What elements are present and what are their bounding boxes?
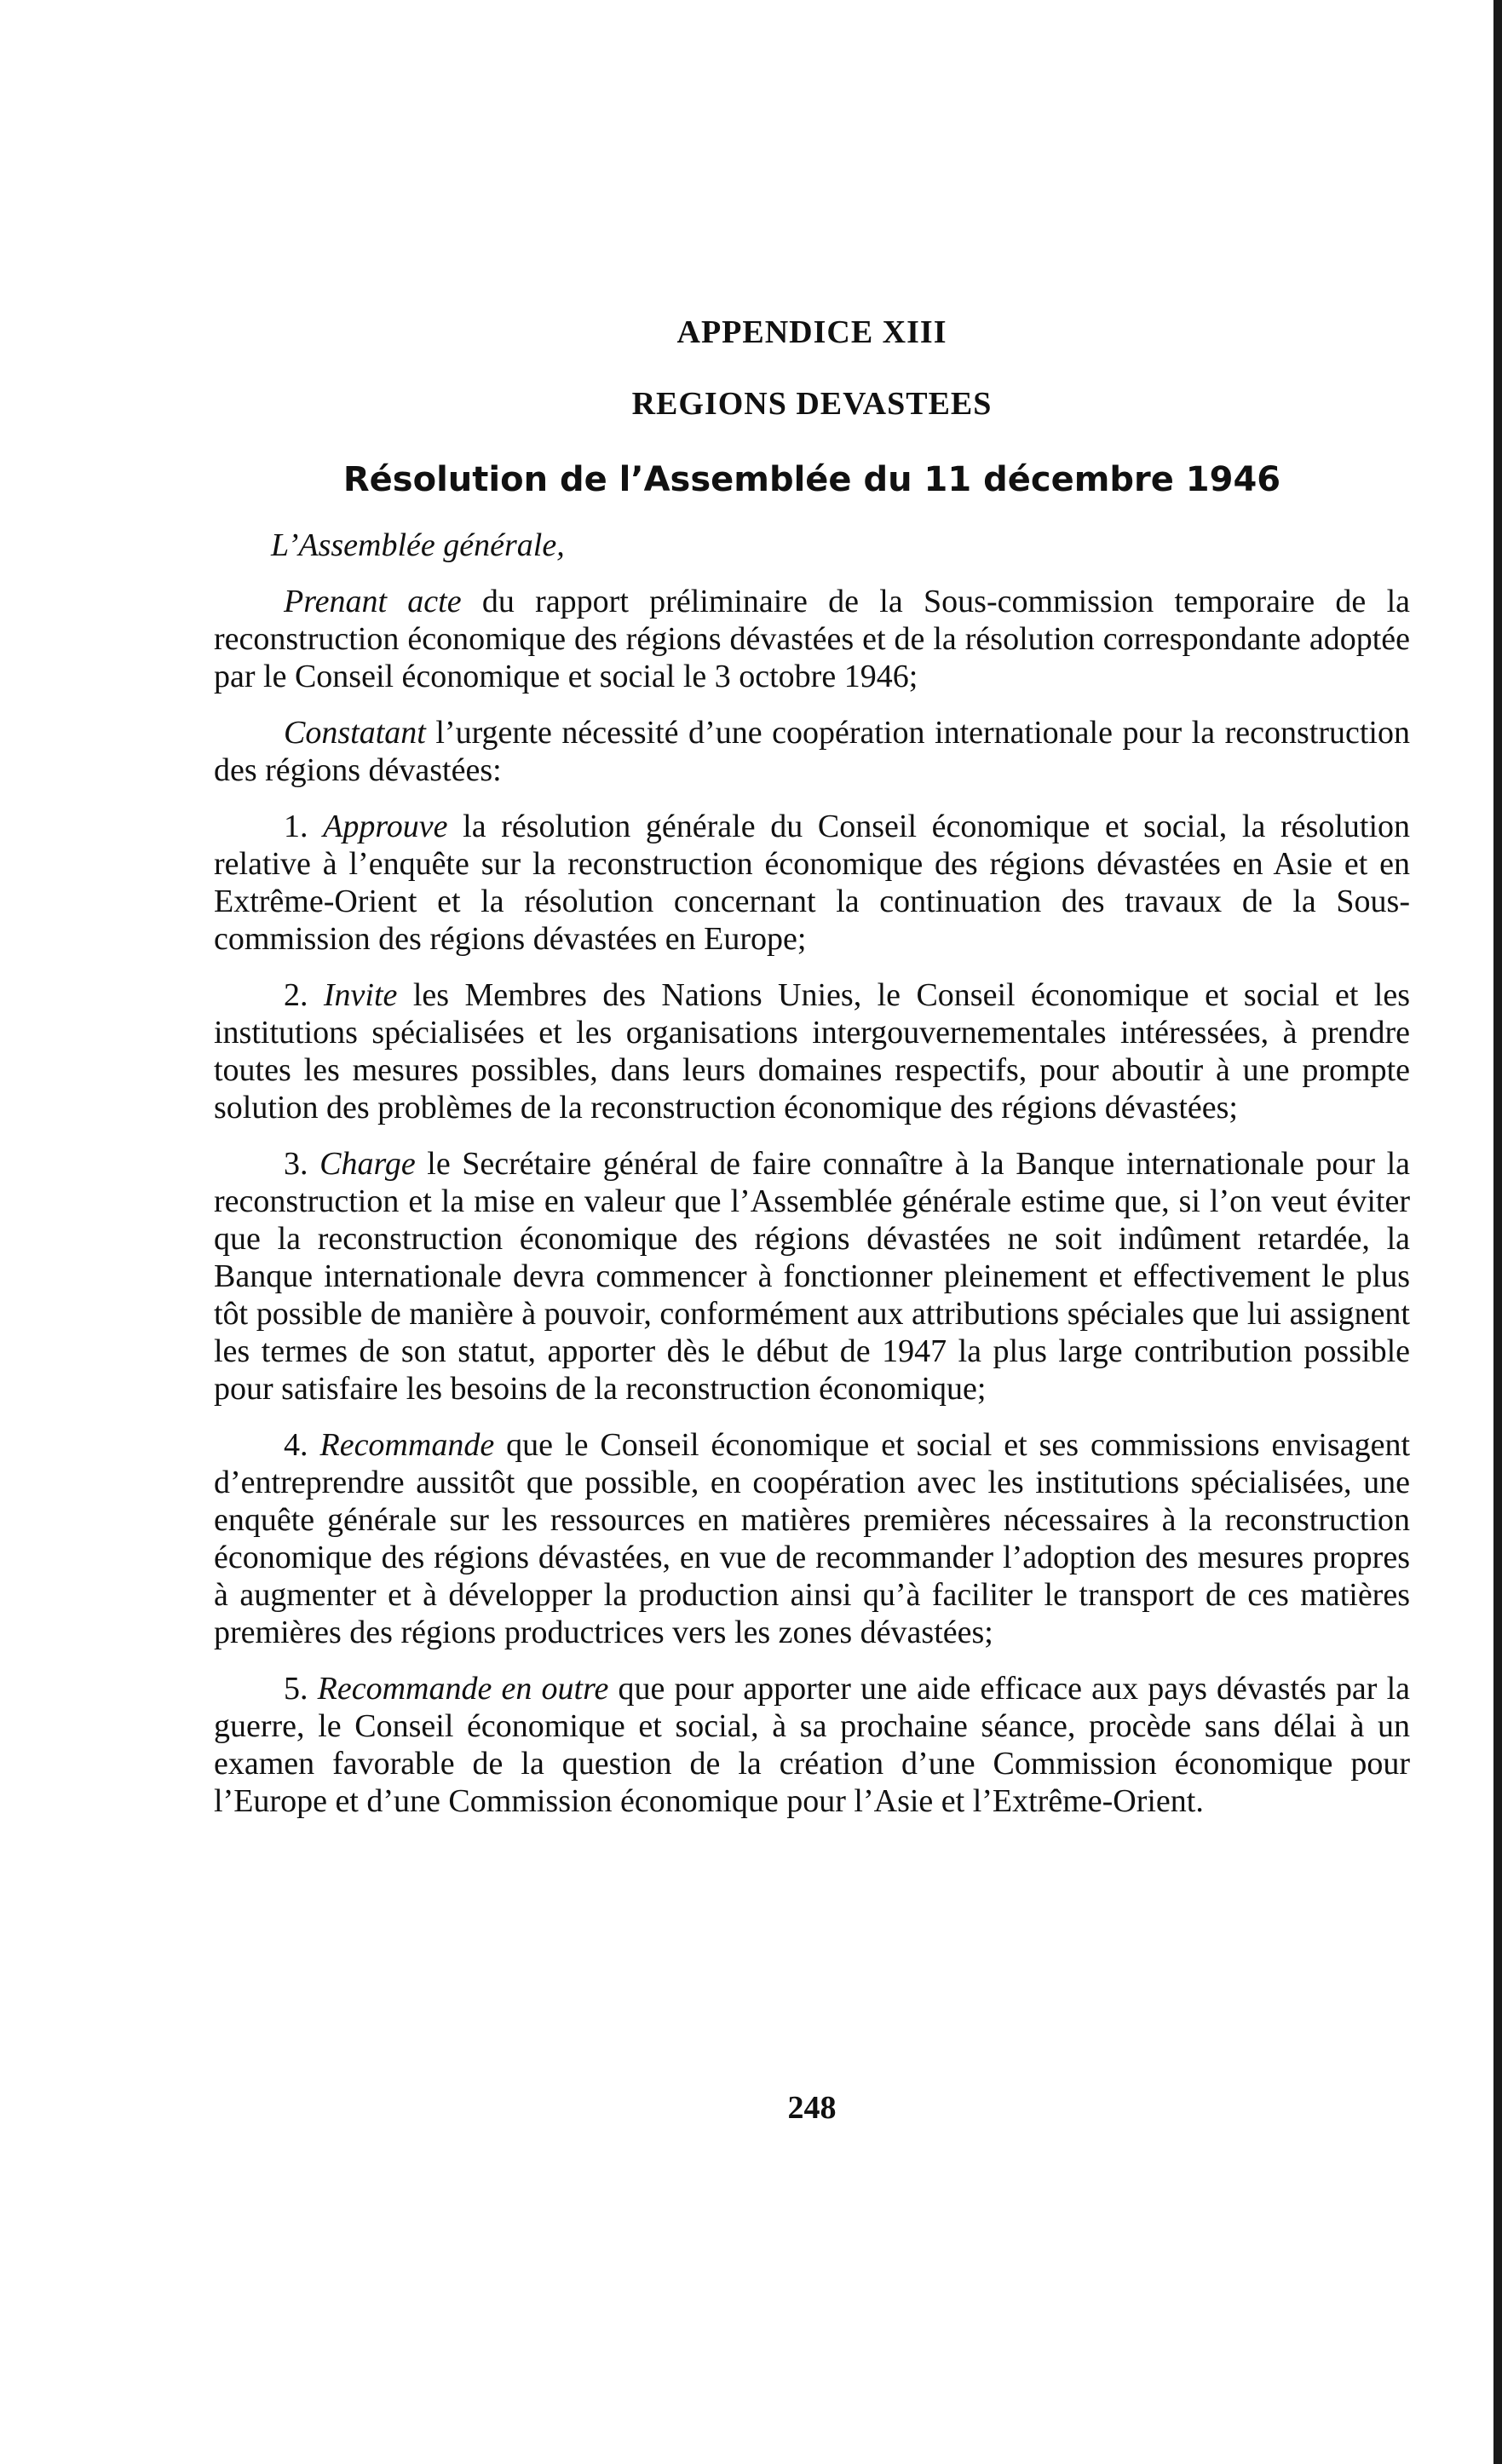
section-title: REGIONS DEVASTEES	[631, 386, 993, 422]
appendix-title: APPENDICE XIII	[676, 314, 947, 350]
paragraph-2	[214, 976, 1410, 1126]
paragraph-3	[214, 1145, 1410, 1408]
paragraph-text: que pour apporter une aide efficace aux pays dévastés par la guerre, le Conseil économique et social, à sa prochaine séance, procède sans délai à un examen favorable de la question de la création d’une Commission économique pour l’Europe et d’une Commission économique pour l’Asie et l’Extrême-Orient.	[214, 1671, 1410, 1819]
paragraph-lead: Invite	[323, 977, 398, 1013]
resolution-title: Résolution de l’Assemblée du 11 décembre 1946	[342, 460, 1281, 499]
paragraph-lead: Constatant	[284, 715, 426, 751]
salutation: L’Assemblée générale,	[271, 527, 565, 563]
paragraph-number: 3.	[284, 1146, 308, 1182]
paragraph-text: les Membres des Nations Unies, le Conseil économique et social et les institutions spécialisées et les organisations intergouvernementales intéressées, à prendre toutes les mesures possibles, dans leurs domaines respectifs, pour aboutir à une prompte solution des problèmes de la reconstruction économique des régions dévastées;	[214, 977, 1410, 1125]
page-number: 248	[787, 2090, 837, 2126]
paragraph-text: l’urgente nécessité d’une coopération internationale pour la reconstruction des régions dévastées:	[214, 715, 1410, 788]
page-edge-shadow	[1493, 0, 1502, 2464]
paragraph-text: le Secrétaire général de faire connaître à la Banque internationale pour la reconstruction et la mise en valeur que l’Assemblée générale estime que, si l’on veut éviter que la reconstruction économique des régions dévastées ne soit indûment retardée, la Banque internationale devra commencer à fonctionner pleinement et effectivement le plus tôt possible de manière à pouvoir, conformément aux attributions spéciales que lui assignent les termes de son statut, apporter dès le début de 1947 la plus large contribution possible pour satisfaire les besoins de la reconstruction économique;	[214, 1146, 1411, 1407]
paragraph-lead: Recommande en outre	[317, 1671, 609, 1707]
paragraph-constatant	[214, 714, 1410, 789]
paragraph-lead: Approuve	[323, 809, 448, 844]
paragraph-4	[214, 1426, 1410, 1651]
paragraph-text: la résolution générale du Conseil économique et social, la résolution relative à l’enquête sur la reconstruction économique des régions dévastées en Asie et en Extrême-Orient et la résolution concernant la continuation des travaux de la Sous-commission des régions dévastées en Europe;	[214, 809, 1410, 957]
paragraph-lead: Prenant acte	[284, 584, 462, 619]
paragraph-number: 2.	[284, 977, 308, 1013]
paragraph-text: du rapport préliminaire de la Sous-commission temporaire de la reconstruction économique des régions dévastées et de la résolution correspondante adoptée par le Conseil économique et social le 3 octobre 1946;	[214, 584, 1410, 694]
paragraph-number: 1.	[284, 809, 308, 844]
document-body	[214, 527, 1410, 1839]
paragraph-text: que le Conseil économique et social et ses commissions envisagent d’entreprendre aussitôt que possible, en coopération avec les institutions spécialisées, une enquête générale sur les ressources en matières premières nécessaires à la reconstruction économique des régions dévastées, en vue de recommander l’adoption des mesures propres à augmenter et à développer la production ainsi qu’à faciliter le transport de ces matières premières des régions productrices vers les zones dévastées;	[214, 1427, 1410, 1650]
paragraph-lead: Charge	[319, 1146, 416, 1182]
paragraph-1	[214, 808, 1410, 958]
paragraph-5	[214, 1670, 1410, 1820]
paragraph-number: 5.	[284, 1671, 308, 1707]
paragraph-number: 4.	[284, 1427, 308, 1463]
paragraph-lead: Recommande	[319, 1427, 495, 1463]
paragraph-prenant-acte	[214, 583, 1410, 695]
